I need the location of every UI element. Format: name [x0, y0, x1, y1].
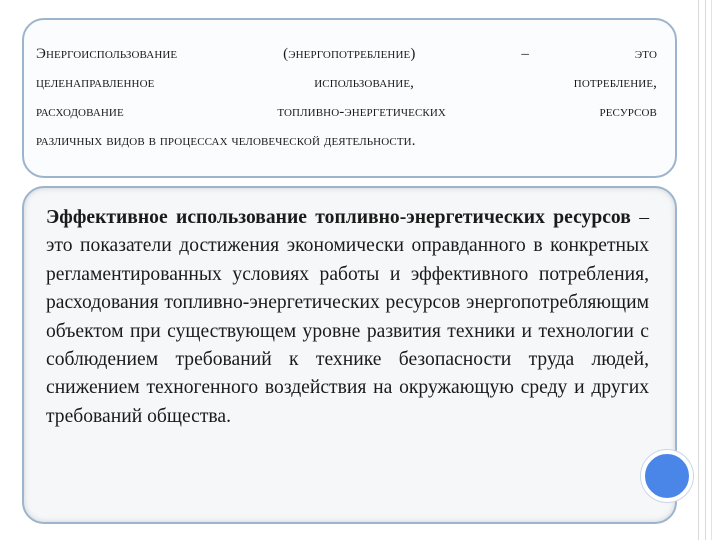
definition-line-2: целенаправленное использование, потребление, — [36, 75, 657, 91]
decorative-circle — [641, 450, 693, 502]
efficiency-paragraph — [46, 204, 649, 431]
slide-edge-line — [711, 0, 712, 540]
definition-line-1: Энергоиспользование (энергопотребление) – это — [36, 46, 657, 62]
definition-box — [22, 18, 677, 178]
slide-edge-decoration — [698, 0, 706, 540]
definition-line-3: расходование топливно-энергетических ресурсов — [36, 104, 657, 120]
efficiency-term: Эффективное использование топливно-энергетических ресурсов — [46, 207, 631, 228]
definition-line-4: различных видов в процессах человеческой деятельности. — [36, 133, 416, 149]
efficiency-body: – это показатели достижения экономически оправданного в конкретных регламентированных условиях работы и эффективного потребления, расходования топливно-энергетических ресурсов энергопотребляющим объектом при существующем уровне развития техники и технологии с соблюдением требований к технике безопасности труда людей, снижением техногенного воздействия на окружающую среду и других требований общества. — [46, 207, 649, 427]
efficiency-box — [22, 186, 677, 524]
